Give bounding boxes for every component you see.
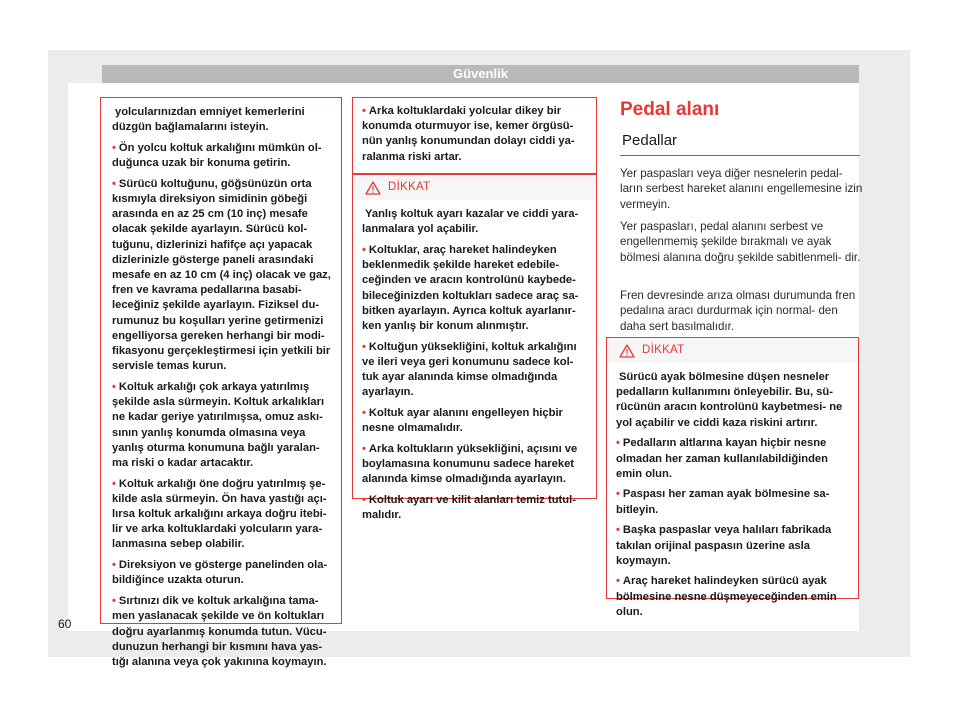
section-title: Pedal alanı [620, 99, 720, 120]
warning-paragraph: • Koltuk ayar alanını engelleyen hiçbir nesne olmamalıdır. [362, 406, 563, 435]
warning-triangle-icon [619, 344, 635, 358]
body-paragraph: Yer paspasları, pedal alanını serbest ve engellenmemiş şekilde bırakmalı ve ayak bölmesi alanına doğru şekilde sabitlenmeli- dir. [620, 220, 861, 264]
section-subtitle: Pedallar [620, 132, 860, 156]
warning-paragraph: • Paspası her zaman ayak bölmesine sa- bitleyin. [616, 488, 830, 516]
body-paragraph: Yer paspasları veya diğer nesnelerin pedal- ların serbest hareket alanını engellemesine izin vermeyin. [620, 167, 863, 211]
seat-safety-column [100, 97, 342, 668]
warning-paragraph: Sürücü ayak bölmesine düşen nesneler pedalların kullanımını önleyebilir. Bu, sü- rücünün aracın kontrolünü kaybetmesi- ne yol açabilir ve ciddi kaza riskini artırır. [616, 371, 843, 429]
col1-paragraph: • Koltuk arkalığı çok arkaya yatırılmış şekilde asla sürmeyin. Koltuk arkalıkları ne kadar geriye yatırılmışsa, omuz askı- sının yanlış konumda olmasına veya yanlış oturma konumuna bağlı yaralan- ma riski o kadar artacaktır. [112, 380, 325, 469]
warning-paragraph: • Pedalların altlarına kayan hiçbir nesne olmadan her zaman kullanılabildiğinden emin olun. [616, 437, 828, 480]
page-header: Güvenlik [102, 65, 859, 83]
col1-paragraph: • Direksiyon ve gösterge panelinden ola- bildiğince uzakta oturun. [112, 559, 328, 587]
warning-paragraph: • Koltuk ayarı ve kilit alanları temiz tutul- malıdır. [362, 493, 576, 522]
warning-header [607, 338, 858, 363]
rear-seat-note-box [352, 97, 597, 174]
col2-paragraph: • Arka koltuklardaki yolcular dikey bir konumda oturmuyor ise, kemer örgüsü- nün yanlış konumundan dolayı ciddi ya- ralanma riski artar. [362, 105, 575, 163]
page-number: 60 [58, 617, 72, 631]
warning-paragraph: • Başka paspaslar veya halıları fabrikada takılan orijinal paspasın üzerine asla koymayın. [616, 524, 832, 567]
warning-label: DİKKAT [642, 343, 685, 356]
col1-paragraph: • Sırtınızı dik ve koltuk arkalığına tama- men yaslanacak şekilde ve ön koltukları doğru ayarlanmış konumda tutun. Vücu- dunuzun herhangi bir kısmını hava yas- tığı alanına veya çok yakınına koymayın. [112, 595, 327, 668]
warning-label: DİKKAT [388, 180, 431, 193]
col1-paragraph: • Koltuk arkalığı öne doğru yatırılmış şe- kilde asla sürmeyin. Ön hava yastığı açı- lırsa koltuk arkalığını arkaya doğru itebi- lir ve arka koltuklardaki yolcuların yara- lanmasına sebep olabilir. [112, 477, 327, 551]
seat-adjust-warning-box [352, 174, 597, 522]
warning-paragraph: • Koltuğun yüksekliğini, koltuk arkalığını ve ileri veya geri konumunu sadece kol- tuk ayar alanında kimse olmadığında ayarlayın. [362, 340, 577, 399]
col1-paragraph: • Sürücü koltuğunu, göğsünüzün orta kısmıyla direksiyon simidinin göbeği arasında en az 25 cm (10 inç) mesafe olacak şekilde ayarlayın. Sürücü kol- tuğunu, dizlerinizi hafifçe açı yapacak dizlerinizle gösterge paneli arasındaki mesafe en az 10 cm (4 inç) olacak ve gaz, fren ve kavrama pedallarına basabi- leceğiniz şekilde ayarlayın. Fiziksel du- rumunuz bu koşulları yerine getirmenizi engelliyorsa gereken herhangi bir modi- fikasyonu gerçekleştirmesi için yetkili bir servisle temas kurun. [112, 177, 331, 373]
col1-paragraph: yolcularınızdan emniyet kemerlerini düzgün bağlamalarını isteyin. [112, 106, 305, 134]
pedal-warning-box [606, 337, 859, 618]
warning-paragraph: • Araç hareket halindeyken sürücü ayak bölmesine nesne düşmeyeceğinden emin olun. [616, 575, 837, 618]
warning-header [353, 175, 596, 200]
col1-paragraph: • Ön yolcu koltuk arkalığını mümkün ol- duğunca uzak bir konuma getirin. [112, 141, 322, 170]
body-paragraph: Fren devresinde arıza olması durumunda fren pedalına aracı durdurmak için normal- den daha sert basılmalıdır. [620, 289, 856, 333]
warning-paragraph: • Arka koltukların yüksekliğini, açısını ve boylamasına konumunu sadece hareket alanında kimse olmadığında ayarlayın. [362, 442, 578, 486]
warning-paragraph: Yanlış koltuk ayarı kazalar ve ciddi yara- lanmalara yol açabilir. [362, 208, 579, 236]
warning-paragraph: • Koltuklar, araç hareket halindeyken beklenmedik şekilde hareket edebile- ceğinden ve aracın kontrolünü kaybede- bileceğinizden koltukları sadece araç sa- bitken ayarlayın. Ayrıca koltuk ayarlanır- ken yanlış bir konum alınmıştır. [362, 243, 579, 332]
warning-triangle-icon [365, 181, 381, 195]
